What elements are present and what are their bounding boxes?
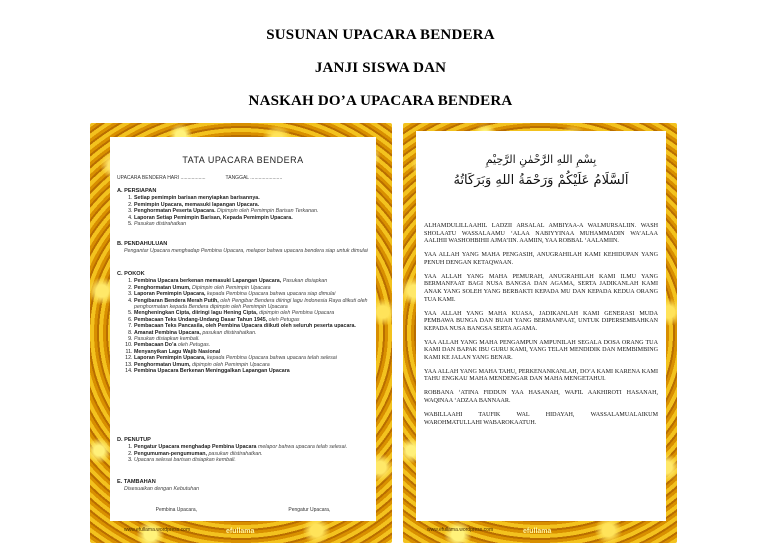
prayer-paragraph: YAA ALLAH YANG MAHA KUASA, JADIKANLAH KAMI GENERASI MUDA PEMBAWA BUNGA DAN BUAH YANG BERMANFAAT, UNTUK DIPERSEMBAHKAN KEPADA NUSA BANGSA SERTA AGAMA. [424, 310, 658, 332]
signature-pengatur: Pengatur Upacara, [288, 507, 331, 513]
footer-url: www.efullama.wordpress.com [427, 527, 494, 533]
list-item-bold: Pengumuman-pengumuman, [134, 450, 207, 457]
section-list [117, 444, 372, 463]
list-item-bold: Laporan Pemimpin Upacara, [134, 355, 206, 362]
list-item-note: Upacara selesai barisan disiapkan kembali. [134, 457, 236, 464]
ceremony-order-title: TATA UPACARA BENDERA [182, 155, 304, 165]
list-item-note: Pasukan disiapkan kembali. [134, 336, 200, 343]
list-item-bold: Mengheningkan Cipta, diiringi lagu Hening Cipta, [134, 310, 258, 317]
section-heading: C. POKOK [117, 271, 145, 277]
meta-day: UPACARA BENDERA HARI .................. [117, 175, 206, 181]
prayer-paragraph: ROBBANA ‘ATINA FIDDUN YAA HASANAH, WAFIL AAKHIROTI HASANAH, WAQINAA ‘ADZAA BANNAAR. [424, 390, 658, 405]
section-persiapan [117, 188, 372, 227]
prayer-sheet [416, 131, 666, 521]
list-item-bold: Pembacaan Do’a [134, 342, 177, 349]
title-line-2: JANJI SISWA DAN [314, 60, 447, 76]
list-item-note: oleh Pengibar Bendera diiringi lagu Indonesia Raya diikuti oleh penghormatan kepada Bendera dipimpin oleh Pemimpin Upacara [134, 297, 368, 311]
meta-date: TANGGAL ....................... [225, 175, 283, 181]
list-item [134, 457, 372, 463]
prayer-paragraph: WABILLAAHI TAUFIK WAL HIDAYAH, WASSALAMUALAIKUM WAROHMATULLAHI WABAROKAATUH. [424, 412, 658, 426]
footer-watermark: efullama [226, 528, 255, 535]
prayer-paragraph: YAA ALLAH YANG MAHA PEMURAH, ANUGRAHILAH KAMI ILMU YANG BERMANFAAT BAGI NUSA BANGSA DAN AGAMA, SERTA JADIKANLAH KAMI ANAK YANG SOLEH YANG BERBAKTI KEPADA MU DAN KEPADA KEDUA ORANG TUA KAMI. [424, 273, 658, 303]
section-pokok [117, 271, 372, 375]
list-item-note: oleh Petugas [268, 316, 300, 323]
section-penutup [117, 437, 372, 464]
list-item-bold: Setiap pemimpin barisan menyiapkan barisannya. [134, 195, 260, 202]
list-item-note: pasukan diistirahatkan. [208, 450, 263, 457]
signature-pembina: Pembina Upacara, [155, 507, 198, 513]
section-heading: A. PERSIAPAN [117, 188, 157, 194]
title-line-1: SUSUNAN UPACARA BENDERA [266, 27, 495, 43]
salam-greeting: اَلسَّلَامُ عَلَيْكُمْ وَرَحْمَةُ اللهِ وَبَرَكَاتُهُ [453, 173, 629, 188]
section-list [117, 278, 372, 374]
ceremony-order-sheet [110, 137, 376, 521]
list-item-note: Dipimpin oleh Pemimpin Barisan Terkanan. [217, 208, 319, 215]
prayer-paragraph: YAA ALLAH YANG MAHA PENGAMPUN AMPUNILAH SEGALA DOSA ORANG TUA KAMI DAN BAPAK IBU GURU KAMI, YANG TELAH MENDIDIK DAN MEMBIMBING KAMI KE JALAN YANG BENAR. [424, 339, 658, 361]
section-text: Disesuaikan dengan Kebutuhan [124, 486, 200, 493]
list-item [134, 368, 372, 374]
section-pendahuluan [117, 241, 372, 255]
list-item-bold: Pembacaan Teks Pancasila, oleh Pembina Upacara diikuti oleh seluruh peserta upacara. [134, 323, 356, 330]
prayer-paragraph: YAA ALLAH YANG MAHA TAHU, PERKENANKANLAH, DO’A KAMI KARENA KAMI TAHU ENGKAU MAHA MENDENGAR DAN MAHA MENGETAHUI. [424, 368, 658, 383]
list-item-bold: Laporan Setiap Pemimpin Barisan, Kepada Pemimpin Upacara. [134, 214, 293, 221]
list-item-note: melapor bahwa upacara telah selesai. [257, 444, 348, 451]
list-item-note: Pasukan distirahatkan [134, 221, 187, 228]
list-item-bold: Pengibaran Bendera Merah Putih, [134, 297, 219, 304]
list-item-bold: Pembacaan Teks Undang-Undang Dasar Tahun 1945, [134, 316, 268, 323]
basmala: بِسْمِ اللهِ الرَّحْمٰنِ الرَّحِيْمِ [485, 153, 597, 166]
list-item-note: Dipimpin oleh Pemimpin Upacara [192, 284, 271, 291]
title-line-3: NASKAH DO’A UPACARA BENDERA [248, 93, 513, 109]
ceremony-order-card [90, 123, 392, 543]
list-item [134, 298, 372, 311]
section-heading: D. PENUTUP [117, 437, 151, 443]
list-item-bold: Pembina Upacara Berkenan Meninggalkan Lapangan Upacara [134, 368, 290, 375]
list-item-note: Pasukan disiapkan [282, 278, 328, 285]
list-item-bold: Menyanyikan Lagu Wajib Nasional [134, 348, 221, 355]
section-tambahan [117, 479, 372, 493]
signature-row [110, 507, 376, 513]
prayer-text [424, 223, 658, 434]
list-item-note: pasukan diistirahatkan. [202, 329, 257, 336]
list-item-note: dipimpin oleh Pembina Upacara [259, 310, 335, 317]
section-heading: E. TAMBAHAN [117, 479, 156, 485]
list-item-bold: Pengatur Upacara menghadap Pembina Upacara [134, 444, 257, 451]
section-heading: B. PENDAHULUAN [117, 241, 168, 247]
list-item-note: kepada Pembina Upacara bahwa upacara siap dimulai [207, 291, 336, 298]
list-item-note: dipimpin oleh Pemimpin Upacara [192, 361, 270, 368]
list-item [134, 221, 372, 227]
list-item-bold: Laporan Pemimpin Upacara, [134, 291, 206, 298]
list-item-note: oleh Petugas. [177, 342, 211, 349]
prayer-paragraph: YAA ALLAH YANG MAHA PENGASIH, ANUGRAHILAH KAMI KEHIDUPAN YANG PENUH DENGAN KETAQWAAN. [424, 252, 658, 266]
section-text: Pengantar Upacara menghadap Pembina Upacara, melapor bahwa upacara bendera siap untuk dimulai [124, 248, 368, 255]
list-item-bold: Amanat Pembina Upacara, [134, 329, 201, 336]
list-item-note: kepada Pembina Upacara bahwa upacara telah selesai [207, 355, 337, 362]
list-item-bold: Pembina Upacara berkenan memasuki Lapangan Upacara, [134, 278, 282, 285]
ceremony-meta [117, 175, 372, 181]
list-item-bold: Penghormatan Peserta Upacara. [134, 208, 216, 215]
prayer-card [403, 123, 677, 543]
list-item-bold: Pemimpin Upacara, memasuki lapangan Upacara. [134, 201, 260, 208]
section-list [117, 195, 372, 227]
prayer-paragraph: ALHAMDULILLAAHIL LADZII ARSALAL AMBIYAA-A WALMURSALIIN. WASH SHOLAATU WASSALAAMU ‘ALAA NABIYYINAA MUHAMMADIN WA’ALAA AALIHII WASHOHBIHII AJMA’IIN. AAMIIN, YAA ROBBAL ‘AALAMIIN. [424, 223, 658, 245]
footer-url: www.efullama.wordpress.com [124, 527, 191, 533]
footer-watermark: efullama [523, 528, 552, 535]
list-item-bold: Penghormatan Umum, [134, 361, 191, 368]
list-item-bold: Penghormatan Umum, [134, 284, 191, 291]
